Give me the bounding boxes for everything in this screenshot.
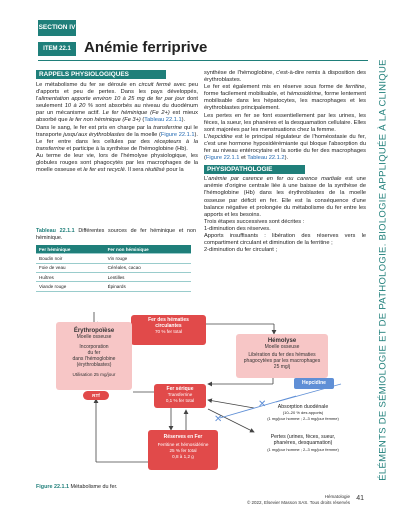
block-icon: ✕ [258,399,267,410]
footer-credit: Hématologie © 2022, Elsevier Masson SAS. Tous droits réservés [246,494,350,505]
paragraph: Dans le sang, le fer est pris en charge par la transferrine qui le transporte jusqu'aux érythroblastes de la moelle (Figure 22.1.1). Le fer entre dans les cellules par des récepteurs à la transferrine et participe à la synthèse de l'hémoglobine (Hb). [36,124,199,152]
table-link[interactable]: Tableau 22.1.2 [247,155,285,162]
transferrin-receptor-badge: RTf [83,391,109,400]
table-cell: Huîtres [36,273,105,282]
sidebar-title: ÉLÉMENTS DE SÉMIOLOGIE ET DE PATHOLOGIE. BIOLOGIE APPLIQUÉE À LA CLINIQUE [377,59,389,481]
section-heading-rappels: RAPPELS PHYSIOLOGIQUES [36,70,166,79]
page-title: Anémie ferriprive [84,39,208,56]
paragraph: L'anémie par carence en fer ou carence martiale est une anémie d'origine centrale liée à une baisse de la synthèse de l'hémoglobine (Hb) dans les érythroblastes de la moelle osseuse par déficit en fer. Elle est la conséquence d'une balance négative et prolongée du métabolisme du fer entre les apports et les besoins. [204,176,366,218]
paragraph: Au terme de leur vie, lors de l'hémolyse physiologique, les globules rouges sont phagocytés par les macrophages de la moelle osseuse et le fer est recyclé. Il sera réutilisé pour la [36,152,198,174]
iron-losses-label: Pertes (urines, fèces, sueur, phanères, desquamation) (1 mg/jour homme ; 2–3 mg/jour femme) [267,434,339,452]
serum-iron-box: Fer sérique Transferrine 0,1 % fer total [154,384,206,408]
table-cell: Céréales, cacao [105,263,191,272]
table-cell: Viande rouge [36,282,105,291]
title-divider [38,60,368,61]
table-cell: Vin rouge [105,254,191,263]
paragraph: Le fer est également mis en réserve sous forme de ferritine, forme facilement mobilisable, et hémosidérine, forme lentement mobilisable dans les hépatocytes, les macrophages et les érythroblastes principalement. [204,84,366,112]
table-cell: Boudin noir [36,254,105,263]
table-header: Fer non héminique [105,245,191,254]
table-caption: Tableau 22.1.1 Différentes sources de fer héminique et non héminique. [36,228,196,241]
erythropoiesis-box: Érythropoïèse Moelle osseuse Incorporation du fer dans l'hémoglobine (érythroblastes) Utilisation 25 mg/jour [56,322,132,390]
section-tag: SECTION IV [38,20,76,36]
hepcidine-badge: Hepcidine [294,378,334,389]
table-row [36,282,191,291]
table-block [36,228,196,292]
block-icon: ✕ [214,414,223,425]
right-column [204,70,366,254]
hemolysis-box: Hémolyse Moelle osseuse Libération du fer des hématies phagocytées par les macrophages 25 mg/j [236,334,328,378]
table-cell: Épinards [105,282,191,291]
circulating-iron-box: Fer des hématies circulantes 70 % fer total [131,315,206,345]
table-cell: Lentilles [105,273,191,282]
figure-link[interactable]: Figure 22.1.1 [160,131,195,138]
paragraph: 1-diminution des réserves. [204,225,271,232]
page-number: 41 [356,495,364,502]
iron-metabolism-figure [36,312,366,492]
table-cell: Foie de veau [36,263,105,272]
iron-sources-table [36,245,191,291]
table-row [36,254,191,263]
paragraph: Trois étapes successives sont décrites : [204,218,305,225]
paragraph: 2-diminution du fer circulant ; [204,247,278,254]
table-header: Fer héminique [36,245,105,254]
paragraph: Apports insuffisants : libération des réserves vers le compartiment circulant et diminution de la ferritine ; [204,232,366,247]
iron-reserves-box: Réserves en Fer Ferritine et hémosidérine 25 % fer total 0,8 à 1,2 g [148,430,218,470]
table-row [36,273,191,282]
paragraph: Le métabolisme du fer se déroule en circuit fermé avec peu d'apports et peu de pertes. Dans les pays développés, l'alimentation apporte environ 10 à 25 mg de fer par jour dont seulement 10 à 20 % sont absorbés au niveau du duodénum par un mécanisme actif. Le fer héminique (Fe 2+) est mieux absorbé que le fer non héminique (Fe 3+) (Tableau 22.1.1). [36,82,199,124]
paragraph: synthèse de l'hémoglobine, c'est-à-dire remis à disposition des érythroblastes. [204,70,366,84]
section-heading-physiopathologie: PHYSIOPATHOLOGIE [204,165,305,174]
table-row [36,263,191,272]
table-header-row [36,245,191,254]
paragraph: Les pertes en fer se font essentiellement par les urines, les fèces, la sueur, les phanères et la desquamation cellulaire. Elles sont majorées par les menstruations chez la femme. [204,112,366,133]
table-link[interactable]: Tableau 22.1.1 [144,117,182,124]
duodenal-absorption-label: Absorption duodénale (10–20 % des apports) (1 mg/jour homme ; 2–3 mg/jour femme) [267,404,339,421]
item-tag: ITEM 22.1 [38,42,76,56]
figure-link[interactable]: Figure 22.1.1 [205,155,240,162]
left-column [36,70,198,174]
figure-caption: Figure 22.1.1 Métabolisme du fer. [36,484,118,490]
paragraph: L'hepcidine est le principal régulateur de l'homéostasie du fer, c'est une hormone hyposidérémiante qui bloque l'absorption du fer au niveau entérocytaire et la sortie du fer des macrophages (Figure 22.1.1 et Tableau 22.1.2). [204,133,366,162]
